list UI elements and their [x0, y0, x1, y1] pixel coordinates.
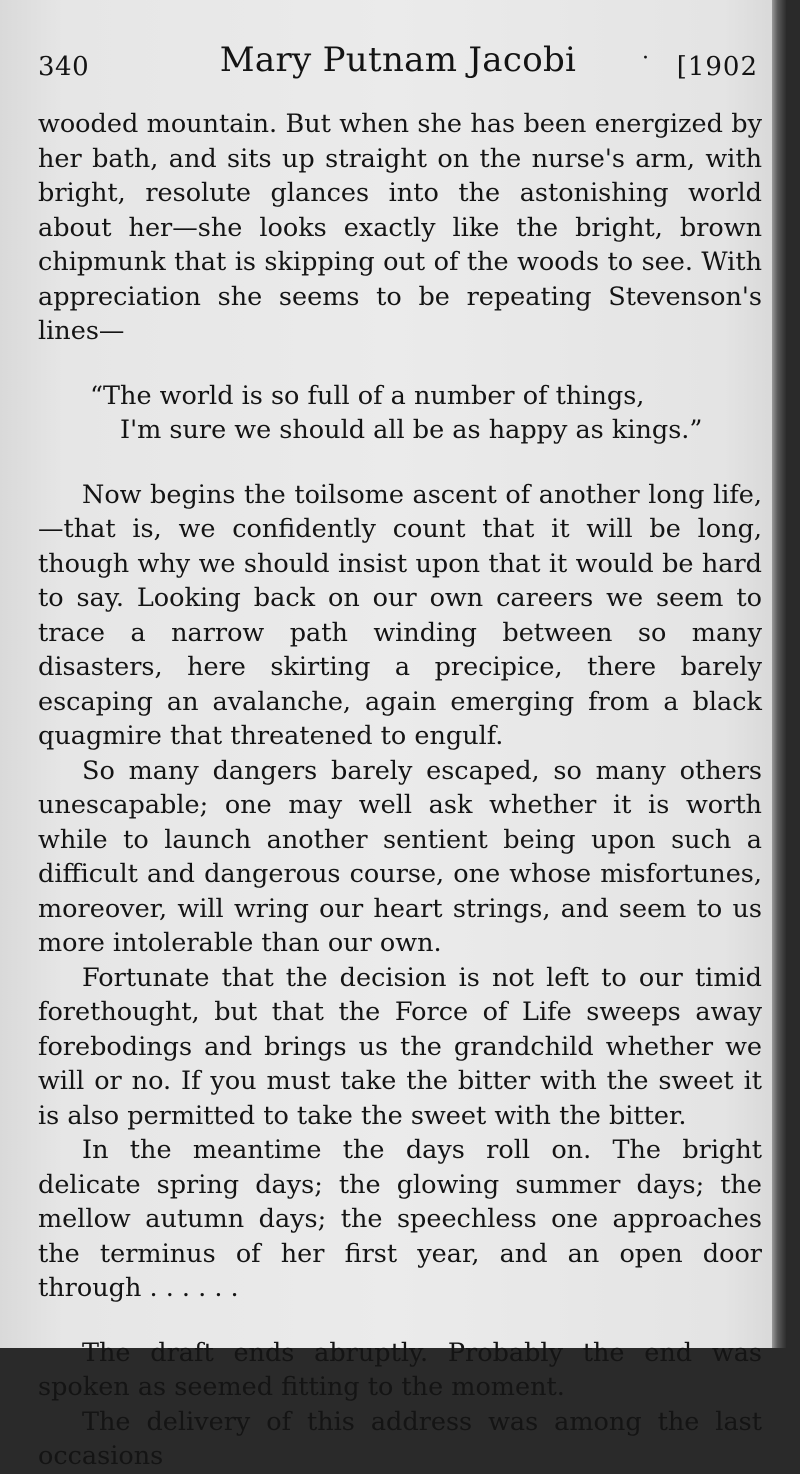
- header-year: [1902: [676, 52, 758, 82]
- verse-line-1: “The world is so full of a number of things,: [90, 380, 645, 411]
- running-title: Mary Putnam Jacobi: [219, 40, 577, 80]
- paragraph-6: The draft ends abruptly. Probably the end was spoken as seemed fitting to the moment.: [38, 1337, 762, 1402]
- verse-quote: [38, 379, 762, 448]
- paragraph-2: Now begins the toilsome ascent of another long life,—that is, we confidently count that it will be long, though why we should insist upon that it would be hard to say. Looking back on our own careers we seem to trace a narrow path winding between so many disasters, here skirting a precipice, there barely escaping an avalanche, again emerging from a black quagmire that threatened to engulf.: [38, 479, 762, 751]
- page-edge-shadow: [772, 0, 786, 1348]
- paragraph-7: The delivery of this address was among the last occasions: [38, 1406, 762, 1471]
- paragraph-1: wooded mountain. But when she has been energized by her bath, and sits up straight on the nurse's arm, with bright, resolute glances into the astonishing world about her—she looks exactly like the bright, brown chipmunk that is skipping out of the woods to see. With appreciation she seems to be repeating Stevenson's lines—: [38, 109, 762, 346]
- paragraph-4: Fortunate that the decision is not left to our timid forethought, but that the Force of Life sweeps away forebodings and brings us the grandchild whether we will or no. If you must take the bitter with the sweet it is also permitted to take the sweet with the bitter.: [38, 962, 762, 1131]
- verse-line-2: I'm sure we should all be as happy as kings.”: [120, 415, 703, 445]
- header-separator: ·: [642, 46, 649, 71]
- page-header: [38, 38, 758, 88]
- paragraph-5: In the meantime the days roll on. The bright delicate spring days; the glowing summer days; the mellow autumn days; the speechless one approaches the terminus of her first year, and an open door through . . . . . .: [38, 1135, 762, 1303]
- page-number: 340: [38, 52, 90, 82]
- paragraph-3: So many dangers barely escaped, so many others unescapable; one may well ask whether it is worth while to launch another sentient being upon such a difficult and dangerous course, one whose misfortunes, moreover, will wring our heart strings, and seem to us more intolerable than our own.: [38, 755, 762, 958]
- page-body: [38, 107, 762, 1474]
